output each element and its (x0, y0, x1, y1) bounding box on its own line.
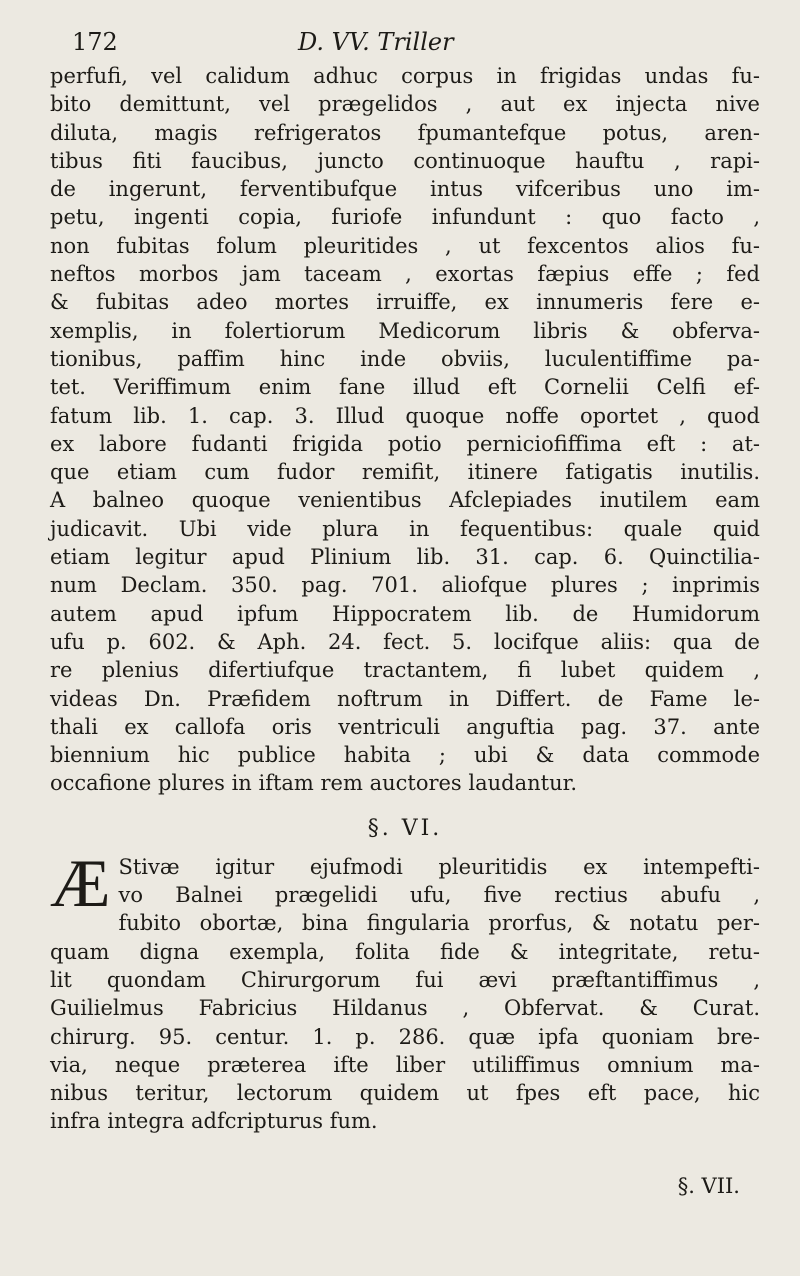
text-line: vo Balnei prægelidi ufu, five rectius abufu , (118, 883, 760, 908)
text-line: Guilielmus Fabricius Hildanus , Obfervat. & Curat. (50, 996, 760, 1021)
text-line: chirurg. 95. centur. 1. p. 286. quæ ipfa quoniam bre- (50, 1024, 760, 1049)
text-line: & fubitas adeo mortes irruiffe, ex innumeris fere e- (50, 290, 760, 315)
text-line: xemplis, in folertiorum Medicorum libris & obferva- (50, 318, 760, 343)
text-line: tet. Veriffimum enim fane illud eft Cornelii Celfi ef- (50, 375, 760, 400)
text-line: via, neque præterea ifte liber utiliffimus omnium ma- (50, 1052, 760, 1077)
text-line: lit quondam Chirurgorum fui ævi præftantiffimus , (50, 967, 760, 992)
text-line: bito demittunt, vel prægelidos , aut ex injecta nive (50, 92, 760, 117)
text-line: etiam legitur apud Plinium lib. 31. cap. 6. Quinctilia- (50, 545, 760, 570)
text-line: non fubitas folum pleuritides , ut fexcentos alios fu- (50, 233, 760, 258)
text-line: petu, ingenti copia, furiofe infundunt : quo facto , (50, 205, 760, 230)
text-line: thali ex callofa oris ventriculi anguftia pag. 37. ante (50, 714, 760, 739)
text-line: neftos morbos jam taceam , exortas fæpius effe ; fed (50, 262, 760, 287)
page-header (50, 28, 760, 62)
text-line: diluta, magis refrigeratos fpumantefque potus, aren- (50, 120, 760, 145)
paragraph-1 (50, 62, 760, 798)
text-line: videas Dn. Præfidem noftrum in Differt. de Fame le- (50, 686, 760, 711)
section-heading: §. VI. (367, 815, 443, 841)
text-line: fubito obortæ, bina fingularia prorfus, & notatu per- (118, 911, 760, 936)
text-line: re plenius difertiufque tractantem, fi lubet quidem , (50, 658, 760, 683)
drop-capital: Æ (50, 844, 111, 921)
text-line: que etiam cum fudor remifit, itinere fatigatis inutilis. (50, 460, 760, 485)
text-line: ex labore fudanti frigida potio perniciofiffima eft : at- (50, 431, 760, 456)
text-line: de ingerunt, ferventibufque intus vifceribus uno im- (50, 177, 760, 202)
text-line: tibus fiti faucibus, juncto continuoque hauftu , rapi- (50, 148, 760, 173)
text-line: judicavit. Ubi vide plura in fequentibus: quale quid (50, 516, 760, 541)
text-line: occafione plures in iftam rem auctores laudantur. (50, 771, 577, 796)
text-line: A balneo quoque venientibus Afclepiades inutilem eam (50, 488, 760, 513)
paragraph-2 (50, 844, 760, 1136)
text-line: tionibus, paffim hinc inde obviis, luculentiffime pa- (50, 346, 760, 371)
text-line: infra integra adfcripturus fum. (50, 1109, 378, 1134)
text-line: autem apud ipfum Hippocratem lib. de Humidorum (50, 601, 760, 626)
text-line: num Declam. 350. pag. 701. aliofque plures ; inprimis (50, 573, 760, 598)
text-line: biennium hic publice habita ; ubi & data commode (50, 743, 760, 768)
text-line: perfufi, vel calidum adhuc corpus in frigidas undas fu- (50, 64, 760, 88)
text-line: nibus teritur, lectorum quidem ut fpes eft pace, hic (50, 1081, 760, 1106)
catchword: §. VII. (677, 1174, 740, 1198)
running-title: D. VV. Triller (298, 28, 454, 56)
text-line: quam digna exempla, folita fide & integritate, retu- (50, 939, 760, 964)
text-line: ufu p. 602. & Aph. 24. fect. 5. locifque aliis: qua de (50, 629, 760, 654)
text-line: Stivæ igitur ejufmodi pleuritidis ex intempefti- (118, 854, 760, 879)
paragraph-2-text (50, 844, 760, 1136)
text-line: fatum lib. 1. cap. 3. Illud quoque noffe oportet , quod (50, 403, 760, 428)
page-number: 172 (72, 28, 118, 56)
